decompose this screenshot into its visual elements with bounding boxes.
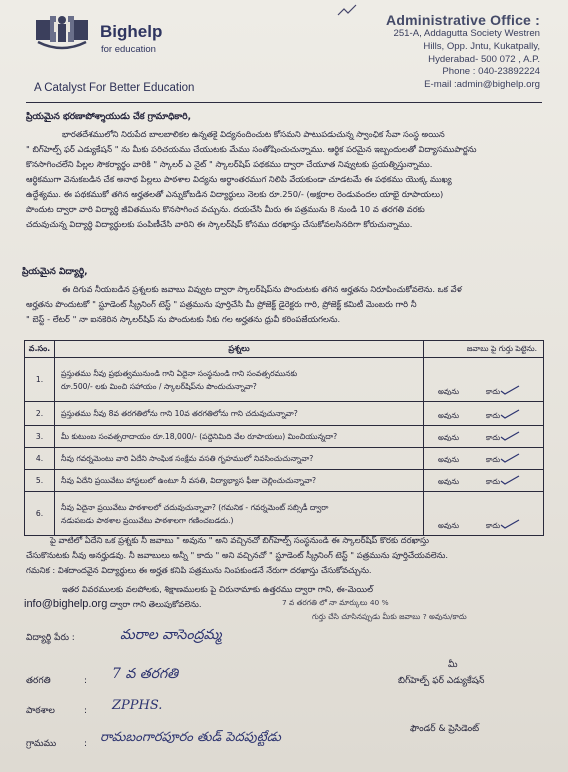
row-number: 1. <box>25 358 55 402</box>
row-options <box>424 470 544 492</box>
table-header-row <box>25 341 544 358</box>
question-line: రూ.500/- లకు మించి సహాయం / స్కాలర్‌షిప్‌ను పొందుచున్నావా? <box>61 381 257 391</box>
salutation-official: ప్రియమైన భరణాపోశ్శాయుడు చేక గ్రామాధికారి, <box>26 112 191 122</box>
row-number: 2. <box>25 402 55 426</box>
question-line: నీవు ఏదైనా ప్రయివేటు పాఠశాలలో చదువుచున్నావా? (గమనిక - గవర్నమెంట్ సబ్సిడీ ద్వారా <box>61 502 329 512</box>
row-options <box>424 358 544 402</box>
contact-email[interactable]: info@bighelp.org <box>24 598 108 610</box>
instruction-line: ఇతర వివరములకు వలపోలకు, శిక్షాణములకు పై చిరునామాకు ఉత్తరము ద్వారా గాని, ఈ-మెయిల్ <box>62 584 373 594</box>
bighelp-logo-icon <box>34 14 98 56</box>
row-number: 6. <box>25 492 55 536</box>
yes-option[interactable]: అవును <box>438 411 460 420</box>
brand-name: Bighelp <box>100 22 163 41</box>
tick-mark-icon <box>500 409 520 419</box>
row-question <box>55 492 424 536</box>
tick-mark-icon <box>500 453 520 463</box>
question-line: నీవు గవర్నమెంటు వారి ఏదేని సాంఘిక సంక్షేమ వసతి గృహములో నివసించుచున్నావా? <box>61 454 314 463</box>
office-line: 251-A, Addagutta Society Westren <box>393 28 540 39</box>
yes-option[interactable]: అవును <box>438 433 460 442</box>
brand-subtitle: for education <box>101 44 156 55</box>
row-options <box>424 426 544 448</box>
signature-note: గుర్తు చేసి చూసినప్పుడు మీకు జవాబు ? అవును/కాదు <box>312 612 467 621</box>
contact-email-suffix: ద్వారా గాని తెలుపుకోవలెను. <box>107 599 202 609</box>
letter-line: చదువుచున్న విద్యార్థి విద్యార్థులకు పంపిణీచేసి వారిని ఈ స్కాలర్‌షిప్ కోసము దరఖాస్తు చేసుకోవలసినదిగా కోరుచున్నాము. <box>26 219 413 229</box>
no-option[interactable]: కాదు <box>486 521 501 530</box>
header-sno: వ.సం. <box>25 341 55 358</box>
student-name-value[interactable]: మరాల వాసెంద్రమ్మ <box>120 627 222 643</box>
row-question <box>55 358 424 402</box>
letter-line: " బిగ్‌హెల్ప్ ఫర్ ఎడ్యుకేషన్ " ను మీకు పరిచయము చేయుటకు మేము సంతోషించుచున్నాము. ఆర్థిక పరమైన ఇబ్బందులతో విద్యాసముపార్జను <box>26 144 477 154</box>
table-row <box>25 426 544 448</box>
village-label: గ్రామము <box>26 739 57 749</box>
row-question <box>55 470 424 492</box>
tick-mark-icon <box>500 385 520 395</box>
colon: : <box>84 739 88 749</box>
no-option[interactable]: కాదు <box>486 477 501 486</box>
office-address-block <box>280 12 540 92</box>
yes-option[interactable]: అవును <box>438 387 460 396</box>
colon: : <box>84 706 88 716</box>
eligibility-table <box>24 340 544 536</box>
row-options <box>424 402 544 426</box>
row-number: 3. <box>25 426 55 448</box>
instruction-line: చేసుకొనుటకు నీవు అనర్హుడవు. నీ జవాబులు అన్నీ " కాదు " అని వచ్చినచో " స్టూడెంట్ స్క్రీనింగ్ టెస్ట్ " పత్రమును పూర్తిచేయవలెను. <box>26 550 448 560</box>
tick-mark-icon <box>500 431 520 441</box>
table-row <box>25 470 544 492</box>
school-label: పాఠశాల <box>26 706 55 716</box>
no-option[interactable]: కాదు <box>486 455 501 464</box>
tick-mark-icon <box>500 475 520 485</box>
tick-mark-icon <box>500 519 520 529</box>
school-value[interactable]: ZPPHS. <box>112 698 163 713</box>
yes-option[interactable]: అవును <box>438 455 460 464</box>
letter-line: ఆర్థికముగా వెనుకబడిన చేక అనాథ పిల్లలు పాఠశాల విద్యను అర్థాంతరముగ నిలిపి వేయకుండా చూడటమే ఈ పథకము యొక్క ముఖ్య <box>26 174 452 184</box>
marks-note: 7 వ తరగతి లో నా మార్కులు 40 % <box>282 598 389 607</box>
row-question <box>55 448 424 470</box>
class-value[interactable]: 7 వ తరగతి <box>112 666 179 682</box>
no-option[interactable]: కాదు <box>486 411 501 420</box>
letter-line: కొనసాగించలేని పిల్లల సౌకర్యార్థం వారికి " స్కాలర్ ఎ నైట్ " స్కాలర్‌షిప్ పథకము ద్వారా చేయూత నివ్వుటకు ప్రయత్నిస్తున్నాము. <box>26 159 433 169</box>
office-title: Administrative Office : <box>386 12 540 28</box>
village-value[interactable]: రామబంగారపూరం తుడ్ పెదపుట్టేడు <box>100 730 281 745</box>
brand-tagline: A Catalyst For Better Education <box>34 82 195 94</box>
org-prefix: మీ <box>448 660 458 670</box>
letter-line: భారతదేశములోని నిరుపేద బాలబాలికల ఉన్నతకై విద్యనందించుట కోసమని పాటుపడుచున్న స్వాంఛిక సేవా సంస్థ అయిన <box>62 129 445 139</box>
student-name-label: విద్యార్థి పేరు : <box>26 633 75 643</box>
instruction-line: పై వాటిలో ఏదేని ఒక ప్రశ్నకు నీ జవాబు " అవును " అని వచ్చినచో బిగ్‌హెల్ప్ సంస్థనుండి ఈ స్కాలర్‌షిప్ కొరకు దరఖాస్తు <box>50 535 429 545</box>
question-line: నీవు ఏదేని ప్రయివేటు హాస్టలులో ఉంటూ నీ వసతి, విద్యాభ్యాస ఫీజు చెల్లించుచున్నావా? <box>61 476 317 485</box>
letter-line: పొందుట ద్వారా వారి విద్యార్థి జీవితమును కొనసాగించ వచ్చును. దయచేసి మీరు ఈ పత్రమును 8 నుండి 10 వ తరగతి వరకు <box>26 204 425 214</box>
letter-line: అర్హతను పొందుటకో " స్టూడెంట్ స్క్రీనింగ్ టెస్ట్ " పత్రమును పూర్తిచేసి మీ ప్రోజెక్ట్ డైరెక్టరు గారి, ప్రోజెక్ట్ కమిటీ మెంబరు గారి నీ <box>26 299 417 309</box>
question-line: మీ కుటుంబ సంవత్సరాదాయం రూ.18,000/- (పద్దెనిమిది వేల రూపాయలు) మించియున్నదా? <box>61 432 338 441</box>
table-row <box>25 448 544 470</box>
question-line: ప్రస్తుతము నీవు ప్రభుత్వమునుండి గాని ఏదైనా సంస్థనుండి గాని సంవత్సరమునకు <box>61 368 298 378</box>
no-option[interactable]: కాదు <box>486 433 501 442</box>
table-row <box>25 492 544 536</box>
letter-line: " బెస్ట్ - లేటర్ " నా ఐనకెరిన స్కాలర్‌షిప్ ను పొందుటకు నీకు గల అర్హతను ధ్రువీ కరింపజేయగలను. <box>26 314 341 324</box>
row-number: 5. <box>25 470 55 492</box>
header-options: జవాబు పై గుర్తు పెట్టెను. <box>424 341 544 358</box>
table-row <box>25 358 544 402</box>
header-question: ప్రశ్నలు <box>55 341 424 358</box>
table-row <box>25 402 544 426</box>
row-question <box>55 402 424 426</box>
header-divider <box>26 102 542 103</box>
yes-option[interactable]: అవును <box>438 477 460 486</box>
colon: : <box>84 676 88 686</box>
letter-line: ఈ దిగువ నీయబడిన ప్రశ్నలకు జవాబు వివ్వుట ద్వారా స్కాలర్‌షిప్‌ను పొందుటకు తగిన అర్హతను నిరూపించుకోవలెను. ఒక వేళ <box>62 284 462 294</box>
question-line: నడుపబడు పాఠశాల ప్రయివేటు పాఠశాలగా గణించబడదు.) <box>61 515 234 525</box>
office-email: E-mail :admin@bighelp.org <box>424 79 540 91</box>
contact-email-line <box>24 598 201 612</box>
row-question <box>55 426 424 448</box>
org-name: బిగ్‌హెల్ప్ ఫర్ ఎడ్యుకేషన్ <box>398 676 485 686</box>
office-line: Hills, Opp. Jntu, Kukatpally, <box>423 40 540 52</box>
instruction-line: గమనిక : విశదాందవైన విద్యార్థులు ఈ అర్హత కనిపి పత్రమును నింపకుండనే నేరుగా దరఖాస్తు చేసుకోవచ్చును. <box>26 565 372 575</box>
no-option[interactable]: కాదు <box>486 387 501 396</box>
question-line: ప్రస్తుతము నీవు 8వ తరగతిలోను గాని 10వ తరగతిలోను గాని చదువుచున్నావా? <box>61 409 298 418</box>
row-options <box>424 448 544 470</box>
founder-title: ఫౌండర్ & ప్రెసిడెంట్ <box>410 724 480 734</box>
letter-line: ఉద్దేశ్యము. ఈ పథకముకో తగిన అర్హతలతో ఎన్నుకోబడిన విద్యార్థులు నెలకు రూ.250/- (అక్షరాల రెండువందల యాభై రూపాయలు) <box>26 189 444 199</box>
row-options <box>424 492 544 536</box>
row-number: 4. <box>25 448 55 470</box>
office-phone: Phone : 040-23892224 <box>442 66 540 78</box>
salutation-student: ప్రియమైన విద్యార్థి, <box>22 267 88 277</box>
yes-option[interactable]: అవును <box>438 521 460 530</box>
office-line: Hyderabad- 500 072 , A.P. <box>428 53 540 65</box>
class-label: తరగతి <box>26 676 51 686</box>
